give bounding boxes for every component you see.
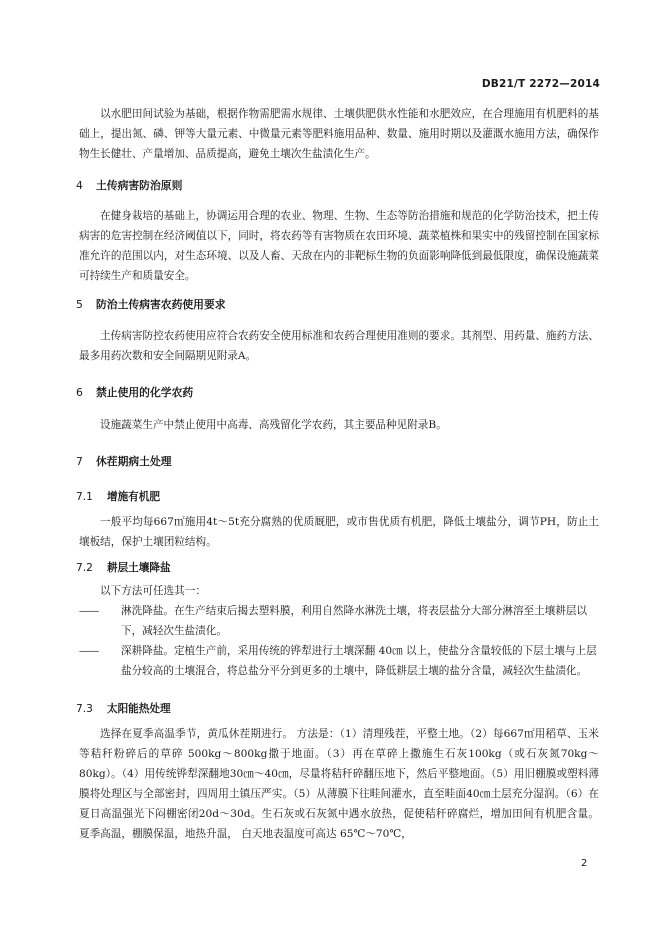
section-title: 休茬期病土处理 [96, 455, 172, 468]
section-5-paragraph: 土传病害防控农药使用应符合农药安全使用标准和农药合理使用准则的要求。其剂型、用药量、施药方法、最多用药次数和安全间隔期见附录A。 [79, 330, 599, 362]
subsection-number: 7.1 [76, 491, 93, 503]
subsection-7-1-paragraph: 一般平均每667㎡施用4t～5t充分腐熟的优质厩肥，或市售优质有机肥，降低土壤盐分，调节PH，防止土壤板结，保护土壤团粒结构。 [79, 516, 599, 548]
subsection-heading-7-1 [76, 489, 160, 504]
intro-paragraph: 以水肥田间试验为基础，根据作物需肥需水规律、土壤供肥供水性能和水肥效应，在合理施用有机肥料的基础上，提出氮、磷、钾等大量元素、中微量元素等肥料施用品种、数量、施用时期以及灌溉水施用方法，确保作物生长健壮、产量增加、品质提高，避免土壤次生盐渍化生产。 [79, 108, 599, 160]
section-heading-5 [76, 297, 226, 312]
section-number: 4 [76, 179, 83, 192]
section-title: 土传病害防治原则 [96, 179, 183, 192]
list-item-text: 深耕降盐。定植生产前，采用传统的铧犁进行土壤深翻 40㎝ 以上，使盐分含量较低的下层土壤与上层盐分较高的土壤混合，将总盐分平分到更多的土壤中，降低耕层土壤的盐分含量，减轻次生盐渍化。 [121, 645, 597, 677]
list-dash: —— [79, 605, 99, 617]
section-title: 禁止使用的化学农药 [96, 386, 194, 399]
method-list [79, 601, 599, 681]
subsection-title: 耕层土壤降盐 [107, 562, 171, 574]
section-number: 5 [76, 298, 83, 311]
subsection-title: 增施有机肥 [107, 491, 160, 503]
section-heading-7 [76, 454, 172, 469]
subsection-7-3-paragraph: 选择在夏季高温季节，黄瓜休茬期进行。 方法是：（1）清理残茬，平整土地。（2）每667㎡用稻草、玉米等秸秆粉碎后的草碎 500kg～800kg撒于地面。（3）再在草碎上撒施生石灰100kg（或石灰氮70kg～80kg）。（4）用传统铧犁深翻地30㎝～40㎝，尽量将秸秆碎翻压地下，然后平整地面。（5）用旧棚膜或塑料薄膜将处理区与全部密封，四周用土镇压严实。（5）从薄膜下往畦间灌水，直至畦面40㎝土层充分湿润。（6）在夏日高温强光下闷棚密闭20d～30d。生石灰或石灰氮中遇水放热，促使秸秆碎腐烂，增加田间有机肥含量。 夏季高温，棚膜保温，地热升温， 白天地表温度可高达 65℃～70℃， [79, 728, 599, 840]
page-number: 2 [581, 858, 588, 869]
list-item [79, 641, 599, 681]
section-4-paragraph: 在健身栽培的基础上，协调运用合理的农业、物理、生物、生态等防治措施和规范的化学防治技术，把土传病害的危害控制在经济阈值以下，同时，将农药等有害物质在农田环境、蔬菜植株和果实中的残留控制在国家标准允许的范围以内，对生态环境、以及人畜、天敌在内的非靶标生物的负面影响降低到最低限度，确保设施蔬菜可持续生产和质量安全。 [79, 210, 599, 282]
subsection-number: 7.2 [76, 562, 93, 574]
section-title: 防治土传病害农药使用要求 [96, 298, 226, 311]
subsection-heading-7-2 [76, 560, 171, 575]
subsection-heading-7-3 [76, 701, 171, 716]
standard-code: DB21/T 2272—2014 [481, 78, 600, 90]
document-body [76, 104, 599, 840]
list-item-text: 淋洗降盐。在生产结束后揭去塑料膜，利用自然降水淋洗土壤，将表层盐分大部分淋溶至土壤耕层以下，减轻次生盐渍化。 [121, 605, 588, 637]
subsection-number: 7.3 [76, 703, 93, 715]
subsection-title: 太阳能热处理 [107, 703, 171, 715]
section-6-paragraph: 设施蔬菜生产中禁止使用中高毒、高残留化学农药，其主要品种见附录B。 [100, 419, 447, 431]
section-heading-6 [76, 385, 193, 400]
subsection-7-2-lead: 以下方法可任选其一： [100, 585, 206, 597]
list-item [79, 601, 599, 641]
section-heading-4 [76, 178, 182, 193]
list-dash: —— [79, 645, 99, 657]
section-number: 7 [76, 455, 83, 468]
section-number: 6 [76, 386, 83, 399]
